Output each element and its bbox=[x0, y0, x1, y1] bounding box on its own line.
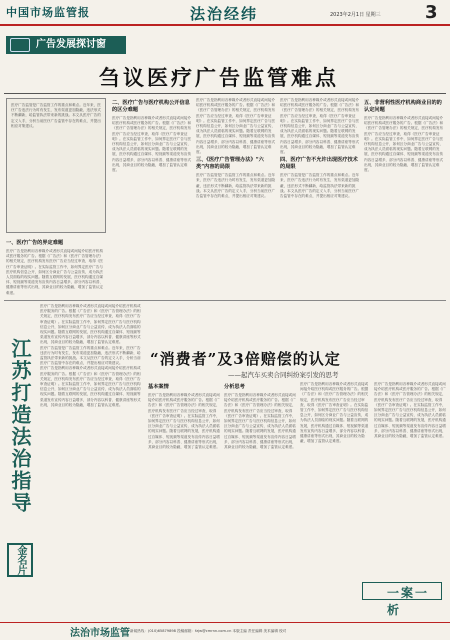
case-column-3 bbox=[300, 382, 370, 618]
page-number: 3 bbox=[425, 2, 438, 23]
case-column-badge bbox=[362, 582, 442, 617]
case-column-3-text: 医疗广告是指利用各种媒介或者形式直接或间接介绍医疗机构或医疗服务的广告。根据《广告法》和《医疗广告管理办法》的相关规定，医疗机构发布医疗广告应当经过审查，取得《医疗广告审查证明》。在实际监管工作中，如何界定医疗广告与医疗机构信息公开，如何区分商业广告与公益宣传，成为执法人员面临的现实问题。随着互联网的发展，医疗机构通过自媒体、短视频等渠道发布宣传内容日益增多，部分内容以科普、健康讲座等形式出现，其商业目的较为隐蔽，增加了监管认定难度。 bbox=[300, 382, 369, 444]
case-heading-facts: 基本案情 bbox=[148, 384, 169, 390]
section-heading-2: 二、医疗广告与医疗机构公开信息的区分难题 bbox=[112, 100, 190, 113]
case-column-4-text: 医疗广告是指利用各种媒介或者形式直接或间接介绍医疗机构或医疗服务的广告。根据《广告法》和《医疗广告管理办法》的相关规定，医疗机构发布医疗广告应当经过审查，取得《医疗广告审查证明》。在实际监管工作中，如何界定医疗广告与医疗机构信息公开，如何区分商业广告与公益宣传，成为执法人员面临的现实问题。随着互联网的发展，医疗机构通过自媒体、短视频等渠道发布宣传内容日益增多，部分内容以科普、健康讲座等形式出现，其商业目的较为隐蔽，增加了监管认定难度。 bbox=[374, 382, 446, 439]
column-2 bbox=[112, 98, 192, 298]
page-header bbox=[0, 0, 450, 26]
case-column-1-text: 医疗广告是指利用各种媒介或者形式直接或间接介绍医疗机构或医疗服务的广告。根据《广告法》和《医疗广告管理办法》的相关规定，医疗机构发布医疗广告应当经过审查，取得《医疗广告审查证明》。在实际监管工作中，如何界定医疗广告与医疗机构信息公开，如何区分商业广告与公益宣传，成为执法人员面临的现实问题。随着互联网的发展，医疗机构通过自媒体、短视频等渠道发布宣传内容日益增多，部分内容以科普、健康讲座等形式出现，其商业目的较为隐蔽，增加了监管认定难度。 bbox=[148, 393, 220, 450]
vertical-article-body-c: 医疗广告是指利用各种媒介或者形式直接或间接介绍医疗机构或医疗服务的广告。根据《广告法》和《医疗广告管理办法》的相关规定，医疗机构发布医疗广告应当经过审查，取得《医疗广告审查证明》。在实际监管工作中，如何界定医疗广告与医疗机构信息公开，如何区分商业广告与公益宣传，成为执法人员面临的现实问题。随着互联网的发展，医疗机构通过自媒体、短视频等渠道发布宣传内容日益增多，部分内容以科普、健康讲座等形式出现，其商业目的较为隐蔽，增加了监管认定难度。 bbox=[40, 366, 141, 407]
lead-text: 医疗广告监管是广告监管工作的重点和难点。近年来，医疗广告违法行为时有发生，发布渠道更加隐蔽，违法形式不断翻新，给监管执法带来新的挑战。本文从医疗广告的定义入手，分析当前医疗广告监管中存在的难点，并提出相应对策建议。 bbox=[11, 103, 101, 128]
column-tag-label: 广告发展探讨窗 bbox=[36, 39, 106, 50]
case-subtitle: ——起汽车买卖合同纠纷案引发的思考 bbox=[228, 371, 339, 379]
case-heading-analysis: 分析思考 bbox=[224, 384, 245, 390]
column-4-text-b: 医疗广告监管是广告监管工作的重点和难点。近年来，医疗广告违法行为时有发生，发布渠道更加隐蔽，违法形式不断翻新，给监管执法带来新的挑战。本文从医疗广告的定义入手，分析当前医疗广告监管中存在的难点，并提出相应对策建议。 bbox=[280, 173, 360, 199]
vertical-article-body-b: 医疗广告监管是广告监管工作的重点和难点。近年来，医疗广告违法行为时有发生，发布渠道更加隐蔽，违法形式不断翻新，给监管执法带来新的挑战。本文从医疗广告的定义入手，分析当前医疗广告监管中存在的难点，并提出相应对策建议。 bbox=[40, 345, 141, 366]
case-headline: “消费者”及3倍赔偿的认定 bbox=[150, 350, 341, 368]
column-3-text: 医疗广告是指利用各种媒介或者形式直接或间接介绍医疗机构或医疗服务的广告。根据《广告法》和《医疗广告管理办法》的相关规定，医疗机构发布医疗广告应当经过审查，取得《医疗广告审查证明》。在实际监管工作中，如何界定医疗广告与医疗机构信息公开，如何区分商业广告与公益宣传，成为执法人员面临的现实问题。随着互联网的发展，医疗机构通过自媒体、短视频等渠道发布宣传内容日益增多，部分内容以科普、健康讲座等形式出现，其商业目的较为隐蔽，增加了监管认定难度。 bbox=[196, 98, 276, 155]
section-heading-1: 一、医疗广告的界定难题 bbox=[6, 240, 64, 246]
column-1 bbox=[6, 238, 106, 298]
column-5-text: 医疗广告是指利用各种媒介或者形式直接或间接介绍医疗机构或医疗服务的广告。根据《广告法》和《医疗广告管理办法》的相关规定，医疗机构发布医疗广告应当经过审查，取得《医疗广告审查证明》。在实际监管工作中，如何界定医疗广告与医疗机构信息公开，如何区分商业广告与公益宣传，成为执法人员面临的现实问题。随着互联网的发展，医疗机构通过自媒体、短视频等渠道发布宣传内容日益增多，部分内容以科普、健康讲座等形式出现，其商业目的较为隐蔽，增加了监管认定难度。 bbox=[364, 116, 444, 173]
feature-headline: 刍议医疗广告监管难点 bbox=[99, 65, 339, 90]
footer-info: 新闻热线：(010)65879898 投稿邮箱：fzjw@cmrnn.com.cn 本版主编 责任编辑 美术编辑 校对 bbox=[130, 629, 287, 633]
section-divider bbox=[4, 300, 446, 301]
section-heading-5: 五、非营利性医疗机构商业目的的认定问题 bbox=[364, 100, 442, 113]
case-column-2 bbox=[224, 382, 296, 618]
column-tag-icon bbox=[10, 38, 30, 52]
column-tag bbox=[6, 36, 126, 54]
column-2-text: 医疗广告是指利用各种媒介或者形式直接或间接介绍医疗机构或医疗服务的广告。根据《广告法》和《医疗广告管理办法》的相关规定，医疗机构发布医疗广告应当经过审查，取得《医疗广告审查证明》。在实际监管工作中，如何界定医疗广告与医疗机构信息公开，如何区分商业广告与公益宣传，成为执法人员面临的现实问题。随着互联网的发展，医疗机构通过自媒体、短视频等渠道发布宣传内容日益增多，部分内容以科普、健康讲座等形式出现，其商业目的较为隐蔽，增加了监管认定难度。 bbox=[112, 116, 192, 173]
vertical-article-text bbox=[40, 304, 144, 619]
issue-date: 2023年2月1日 星期三 bbox=[330, 12, 381, 18]
masthead: 中国市场监管报 bbox=[6, 6, 90, 19]
column-4-text: 医疗广告是指利用各种媒介或者形式直接或间接介绍医疗机构或医疗服务的广告。根据《广告法》和《医疗广告管理办法》的相关规定，医疗机构发布医疗广告应当经过审查，取得《医疗广告审查证明》。在实际监管工作中，如何界定医疗广告与医疗机构信息公开，如何区分商业广告与公益宣传，成为执法人员面临的现实问题。随着互联网的发展，医疗机构通过自媒体、短视频等渠道发布宣传内容日益增多，部分内容以科普、健康讲座等形式出现，其商业目的较为隐蔽，增加了监管认定难度。 bbox=[280, 98, 360, 155]
footer-logo: 法治市场监管 bbox=[70, 628, 130, 639]
page-footer bbox=[0, 622, 450, 640]
section-title: 法治经纬 bbox=[190, 5, 259, 23]
column-1-text: 医疗广告是指利用各种媒介或者形式直接或间接介绍医疗机构或医疗服务的广告。根据《广告法》和《医疗广告管理办法》的相关规定，医疗机构发布医疗广告应当经过审查，取得《医疗广告审查证明》。在实际监管工作中，如何界定医疗广告与医疗机构信息公开，如何区分商业广告与公益宣传，成为执法人员面临的现实问题。随着互联网的发展，医疗机构通过自媒体、短视频等渠道发布宣传内容日益增多，部分内容以科普、健康讲座等形式出现，其商业目的较为隐蔽，增加了监管认定难度。 bbox=[6, 249, 104, 295]
column-4 bbox=[280, 98, 360, 298]
column-5 bbox=[364, 98, 446, 298]
vertical-title: 江苏打造法治指导 bbox=[8, 338, 32, 514]
section-heading-3: 三、《医疗广告管理办法》“六类”内容的局限 bbox=[196, 157, 264, 171]
case-column-4 bbox=[374, 382, 446, 578]
feature-banner bbox=[4, 34, 446, 94]
section-heading-4: 四、医疗广告不允许出现医疗技术的局限 bbox=[280, 157, 358, 171]
case-column-2-text: 医疗广告是指利用各种媒介或者形式直接或间接介绍医疗机构或医疗服务的广告。根据《广告法》和《医疗广告管理办法》的相关规定，医疗机构发布医疗广告应当经过审查，取得《医疗广告审查证明》。在实际监管工作中，如何界定医疗广告与医疗机构信息公开，如何区分商业广告与公益宣传，成为执法人员面临的现实问题。随着互联网的发展，医疗机构通过自媒体、短视频等渠道发布宣传内容日益增多，部分内容以科普、健康讲座等形式出现，其商业目的较为隐蔽，增加了监管认定难度。 bbox=[224, 393, 296, 450]
case-column-1 bbox=[148, 382, 220, 618]
lead-box bbox=[6, 98, 106, 233]
column-3-text-b: 医疗广告监管是广告监管工作的重点和难点。近年来，医疗广告违法行为时有发生，发布渠道更加隐蔽，违法形式不断翻新，给监管执法带来新的挑战。本文从医疗广告的定义入手，分析当前医疗广告监管中存在的难点，并提出相应对策建议。 bbox=[196, 173, 276, 199]
vertical-article-body: 医疗广告是指利用各种媒介或者形式直接或间接介绍医疗机构或医疗服务的广告。根据《广告法》和《医疗广告管理办法》的相关规定，医疗机构发布医疗广告应当经过审查，取得《医疗广告审查证明》。在实际监管工作中，如何界定医疗广告与医疗机构信息公开，如何区分商业广告与公益宣传，成为执法人员面临的现实问题。随着互联网的发展，医疗机构通过自媒体、短视频等渠道发布宣传内容日益增多，部分内容以科普、健康讲座等形式出现，其商业目的较为隐蔽，增加了监管认定难度。 bbox=[40, 304, 141, 345]
column-3 bbox=[196, 98, 276, 298]
case-column-badge-label: 一案一析 bbox=[387, 586, 430, 617]
vertical-title-box bbox=[6, 338, 36, 578]
gold-card-stamp: 金名片 bbox=[7, 543, 33, 577]
